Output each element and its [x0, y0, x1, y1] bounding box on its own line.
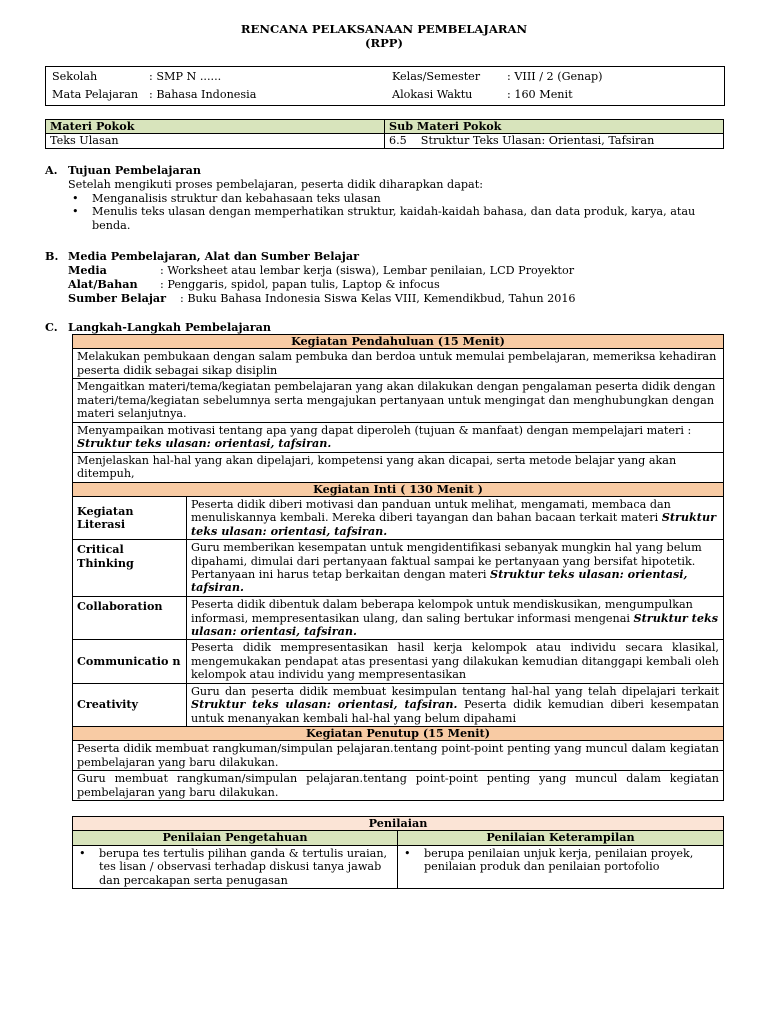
pendahuluan-header: Kegiatan Pendahuluan (15 Menit) [73, 335, 724, 349]
pendahuluan-row-3-emphasis: Struktur teks ulasan: orientasi, tafsiran. [77, 436, 332, 451]
literasi-label: Kegiatan Literasi [73, 497, 187, 540]
communication-text: Peserta didik mempresentasikan hasil kerja kelompok atau individu secara klasikal, mengemukakan pendapat atas presentasi yang dilakukan kemudian ditanggapi kembali oleh kelompok atau individu yang mempresentasikan [187, 640, 724, 683]
keterampilan-cell [398, 845, 724, 888]
document-title: RENCANA PELAKSANAAN PEMBELAJARAN [240, 22, 528, 36]
inti-header: Kegiatan Inti ( 130 Menit ) [73, 482, 724, 496]
critical-cell [187, 540, 724, 597]
tujuan-item-2: • Menulis teks ulasan dengan memperhatikan struktur, kaidah-kaidah bahasa, dan data produk, karya, atau benda. [68, 205, 728, 232]
critical-text: Guru memberikan kesempatan untuk mengidentifikasi sebanyak mungkin hal yang belum dipahami, dimulai dari pertanyaan faktual sampai ke pertanyaan yang bersifat hipotetik. Pertanyaan ini harus tetap berkaitan dengan materi [191, 541, 702, 582]
document-subtitle: (RPP) [364, 36, 404, 50]
pendahuluan-row-3-text: Menyampaikan motivasi tentang apa yang dapat diperoleh (tujuan & manfaat) dengan mempelajari materi : [77, 423, 692, 437]
keterampilan-item: • berupa penilaian unjuk kerja, penilaian proyek, penilaian produk dan penilaian portofolio [400, 847, 721, 874]
creativity-text-2: Peserta didik kemudian diberi kesempatan untuk menanyakan kembali hal-hal yang belum dipahami [191, 698, 719, 725]
critical-label: Critical Thinking [73, 540, 187, 597]
sumber-value: : Buku Bahasa Indonesia Siswa Kelas VIII, Kemendikbud, Tahun 2016 [180, 292, 576, 305]
alokasi-label: Alokasi Waktu [392, 88, 473, 101]
collaboration-text: Peserta didik dibentuk dalam beberapa kelompok untuk mendiskusikan, mengumpulkan informasi, mempresentasikan ulang, dan saling bertukar informasi mengenai [191, 598, 693, 625]
langkah-table [72, 334, 724, 801]
collaboration-label: Collaboration [73, 597, 187, 640]
creativity-cell [187, 683, 724, 726]
media-value: : Worksheet atau lembar kerja (siswa), Lembar penilaian, LCD Proyektor [160, 264, 575, 277]
literasi-text: Peserta didik diberi motivasi dan panduan untuk melihat, mengamati, membaca dan menuliskannya kembali. Mereka diberi tayangan dan bahan bacaan terkait materi [191, 498, 671, 525]
sumber-label: Sumber Belajar [68, 291, 167, 305]
pendahuluan-row-4: Menjelaskan hal-hal yang akan dipelajari, kompetensi yang akan dicapai, serta metode belajar yang akan ditempuh, [73, 452, 724, 482]
literasi-emphasis: Struktur teks ulasan: orientasi, tafsiran. [191, 510, 716, 538]
communication-label: Communicatio n [73, 640, 187, 683]
penutup-row-1: Peserta didik membuat rangkuman/simpulan pelajaran.tentang point-point penting yang muncul dalam kegiatan pembelajaran yang baru dilakukan. [73, 741, 724, 771]
mapel-label: Mata Pelajaran [52, 88, 139, 101]
keterampilan-list [400, 847, 721, 874]
sekolah-value: : SMP N ...... [149, 70, 222, 83]
pendahuluan-row-3 [73, 422, 724, 452]
keterampilan-header: Penilaian Keterampilan [398, 831, 724, 845]
sub-materi-value: Struktur Teks Ulasan: Orientasi, Tafsiran [420, 134, 655, 148]
section-c-letter: C. [45, 320, 58, 334]
collaboration-cell [187, 597, 724, 640]
pengetahuan-cell [73, 845, 398, 888]
pengetahuan-header: Penilaian Pengetahuan [73, 831, 398, 845]
mapel-value: : Bahasa Indonesia [149, 88, 257, 101]
creativity-label: Creativity [73, 683, 187, 726]
penilaian-table [72, 816, 724, 889]
materi-pokok-value: Teks Ulasan [46, 134, 385, 148]
materi-table [45, 119, 724, 149]
alat-value: : Penggaris, spidol, papan tulis, Laptop & infocus [160, 278, 440, 291]
identity-box [45, 66, 725, 106]
creativity-text: Guru dan peserta didik membuat kesimpulan tentang hal-hal yang telah dipelajari terkait [191, 684, 719, 698]
critical-emphasis: Struktur teks ulasan: orientasi, tafsiran. [191, 567, 688, 595]
pengetahuan-item: • berupa tes tertulis pilihan ganda & tertulis uraian, tes lisan / observasi terhadap diskusi tanya jawab dan percakapan serta penugasan [75, 847, 395, 887]
media-label: Media [68, 263, 107, 277]
sekolah-label: Sekolah [52, 70, 98, 83]
pendahuluan-row-1: Melakukan pembukaan dengan salam pembuka dan berdoa untuk memulai pembelajaran, memeriksa kehadiran peserta didik sebagai sikap disiplin [73, 349, 724, 379]
section-c-heading: Langkah-Langkah Pembelajaran [68, 320, 272, 334]
section-b-heading: Media Pembelajaran, Alat dan Sumber Belajar [68, 249, 359, 263]
creativity-emphasis: Struktur teks ulasan: orientasi, tafsiran. [191, 697, 458, 712]
penutup-row-2: Guru membuat rangkuman/simpulan pelajaran.tentang point-point penting yang muncul dalam kegiatan pembelajaran yang baru dilakukan. [73, 771, 724, 801]
sub-materi-number: 6.5 [389, 134, 407, 148]
sub-materi-cell [385, 134, 724, 148]
pendahuluan-row-2: Mengaitkan materi/tema/kegiatan pembelajaran yang akan dilakukan dengan pengalaman peserta didik dengan materi/tema/kegiatan sebelumnya serta mengajukan pertanyaan untuk mengingat dan menghubungkan dengan materi selanjutnya. [73, 379, 724, 422]
materi-pokok-header: Materi Pokok [46, 120, 385, 134]
literasi-cell [187, 497, 724, 540]
section-a-letter: A. [45, 163, 58, 177]
penutup-header: Kegiatan Penutup (15 Menit) [73, 726, 724, 740]
section-a-intro: Setelah mengikuti proses pembelajaran, peserta didik diharapkan dapat: [68, 178, 483, 191]
section-a-list [68, 192, 728, 232]
pengetahuan-list [75, 847, 395, 887]
kelas-value: : VIII / 2 (Genap) [507, 70, 603, 83]
collaboration-emphasis: Struktur teks ulasan: orientasi, tafsiran. [191, 610, 718, 639]
sub-materi-header: Sub Materi Pokok [385, 120, 724, 134]
alokasi-value: : 160 Menit [507, 88, 573, 101]
kelas-label: Kelas/Semester [392, 70, 481, 83]
alat-label: Alat/Bahan [68, 277, 138, 291]
section-b-letter: B. [45, 249, 59, 263]
section-a-heading: Tujuan Pembelajaran [68, 163, 201, 177]
tujuan-item-1: • Menganalisis struktur dan kebahasaan teks ulasan [68, 192, 728, 205]
penilaian-header: Penilaian [73, 817, 724, 831]
